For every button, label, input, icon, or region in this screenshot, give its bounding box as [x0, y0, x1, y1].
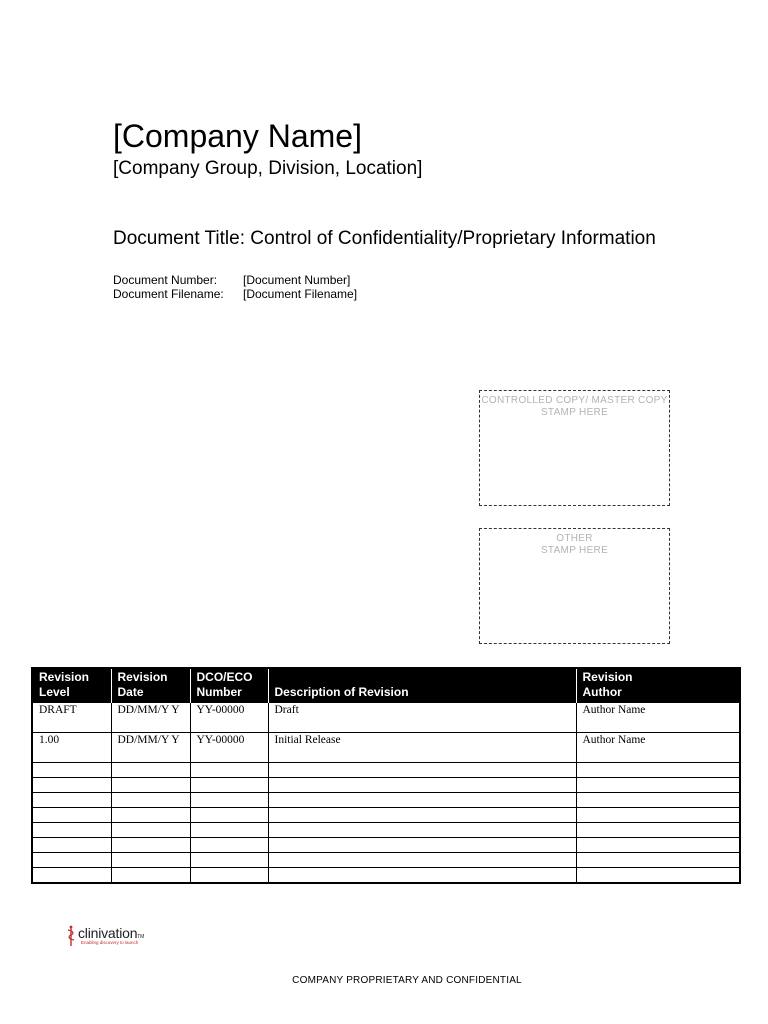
cell-empty[interactable]	[190, 868, 268, 883]
cell-empty[interactable]	[111, 808, 190, 823]
document-number-label: Document Number:	[113, 273, 218, 287]
logo-wordmark: clinivationTM	[78, 925, 145, 941]
cell-dco[interactable]: YY-00000	[190, 703, 268, 733]
cell-empty[interactable]	[268, 853, 576, 868]
other-stamp-line1: OTHER	[556, 533, 593, 544]
cell-empty[interactable]	[576, 763, 740, 778]
cell-empty[interactable]	[576, 853, 740, 868]
cell-empty[interactable]	[190, 853, 268, 868]
document-title: Document Title: Control of Confidentiality/Proprietary Information	[113, 228, 656, 249]
cell-empty[interactable]	[32, 838, 111, 853]
controlled-copy-stamp-box	[479, 390, 670, 506]
logo-tagline: Enabling discovery to launch	[81, 940, 139, 945]
cell-empty[interactable]	[111, 838, 190, 853]
cell-level[interactable]: DRAFT	[32, 703, 111, 733]
cell-level[interactable]: 1.00	[32, 733, 111, 763]
cell-empty[interactable]	[111, 823, 190, 838]
cell-empty[interactable]	[32, 868, 111, 883]
cell-empty[interactable]	[268, 868, 576, 883]
cell-empty[interactable]	[32, 763, 111, 778]
cell-date[interactable]: DD/MM/Y Y	[111, 733, 190, 763]
cell-empty[interactable]	[190, 778, 268, 793]
table-row	[32, 703, 740, 733]
header-dco-eco-number: DCO/ECO Number	[190, 668, 268, 703]
logo-trademark: TM	[137, 934, 145, 940]
cell-empty[interactable]	[32, 823, 111, 838]
document-filename-value: [Document Filename]	[243, 287, 358, 301]
cell-dco[interactable]: YY-00000	[190, 733, 268, 763]
cell-author[interactable]: Author Name	[576, 733, 740, 763]
cell-empty[interactable]	[268, 823, 576, 838]
cell-empty[interactable]	[190, 763, 268, 778]
clinivation-logo	[66, 925, 144, 947]
cell-empty[interactable]	[268, 763, 576, 778]
cell-empty[interactable]	[190, 823, 268, 838]
table-row-empty	[32, 853, 740, 868]
document-filename-row	[113, 287, 357, 301]
confidentiality-footer: COMPANY PROPRIETARY AND CONFIDENTIAL	[292, 975, 522, 986]
header-revision-level: Revision Level	[32, 668, 111, 703]
cell-empty[interactable]	[190, 838, 268, 853]
cell-empty[interactable]	[268, 778, 576, 793]
document-filename-label: Document Filename:	[113, 287, 224, 301]
other-stamp-box	[479, 528, 670, 644]
document-meta	[113, 273, 357, 301]
table-row-empty	[32, 823, 740, 838]
cell-empty[interactable]	[190, 808, 268, 823]
company-name: [Company Name]	[113, 118, 362, 154]
cell-empty[interactable]	[576, 838, 740, 853]
cell-empty[interactable]	[32, 793, 111, 808]
table-row	[32, 733, 740, 763]
caduceus-icon	[66, 925, 76, 947]
cell-empty[interactable]	[111, 853, 190, 868]
cell-empty[interactable]	[576, 808, 740, 823]
table-row-empty	[32, 838, 740, 853]
header-description: Description of Revision	[268, 668, 576, 703]
cell-empty[interactable]	[268, 808, 576, 823]
cell-empty[interactable]	[32, 853, 111, 868]
cell-author[interactable]: Author Name	[576, 703, 740, 733]
cell-date[interactable]: DD/MM/Y Y	[111, 703, 190, 733]
other-stamp-line2: STAMP HERE	[540, 545, 609, 556]
controlled-copy-stamp-line1: CONTROLLED COPY/ MASTER COPY	[481, 395, 668, 406]
table-row-empty	[32, 808, 740, 823]
document-number-value: [Document Number]	[243, 273, 351, 287]
cell-empty[interactable]	[268, 793, 576, 808]
header-revision-date: Revision Date	[111, 668, 190, 703]
table-row-empty	[32, 793, 740, 808]
cell-description[interactable]: Draft	[268, 703, 576, 733]
cell-empty[interactable]	[268, 838, 576, 853]
document-number-row	[113, 273, 357, 287]
table-row-empty	[32, 763, 740, 778]
cell-empty[interactable]	[111, 793, 190, 808]
revision-table	[31, 667, 741, 884]
cell-empty[interactable]	[576, 868, 740, 883]
cell-empty[interactable]	[576, 793, 740, 808]
cell-empty[interactable]	[576, 778, 740, 793]
revision-table-header	[32, 668, 740, 703]
table-row-empty	[32, 778, 740, 793]
cell-empty[interactable]	[32, 808, 111, 823]
company-group: [Company Group, Division, Location]	[113, 158, 423, 179]
cell-empty[interactable]	[576, 823, 740, 838]
cell-empty[interactable]	[32, 778, 111, 793]
controlled-copy-stamp-line2: STAMP HERE	[540, 407, 609, 418]
table-row-empty	[32, 868, 740, 883]
header-revision-author: Revision Author	[576, 668, 740, 703]
cell-empty[interactable]	[111, 763, 190, 778]
cell-empty[interactable]	[111, 868, 190, 883]
cell-empty[interactable]	[111, 778, 190, 793]
cell-description[interactable]: Initial Release	[268, 733, 576, 763]
cell-empty[interactable]	[190, 793, 268, 808]
